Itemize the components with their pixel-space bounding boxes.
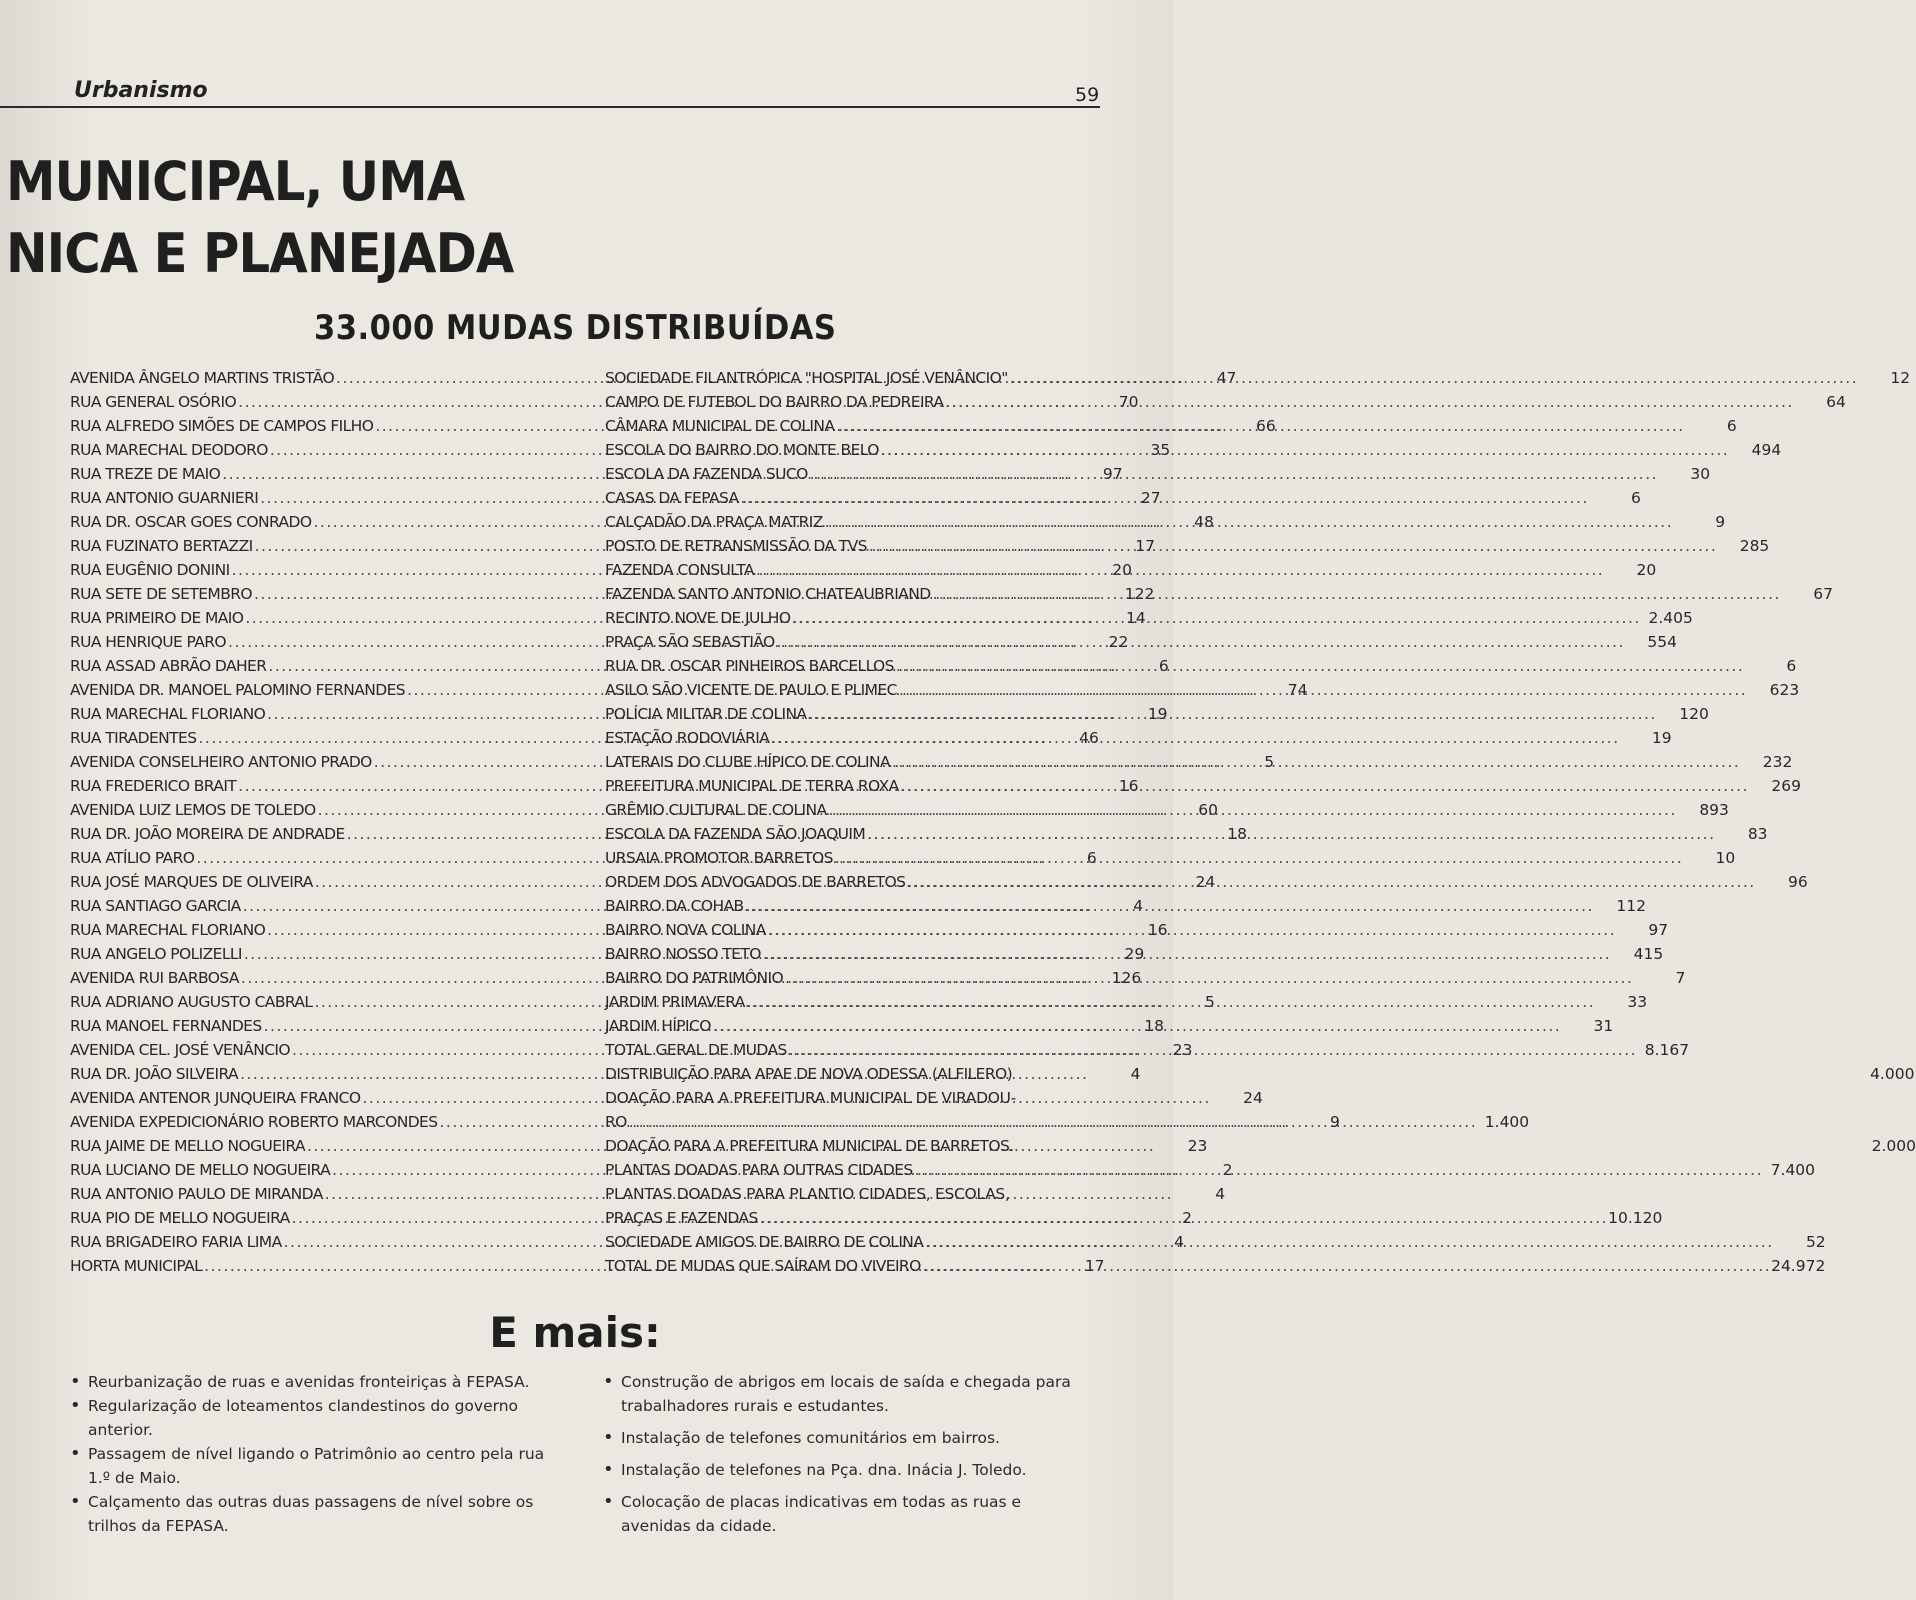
list-row-value: 4.000 [1870,1065,1915,1083]
leader-dots [867,534,1717,558]
list-row-value: 6 [1631,489,1641,507]
leader-dots [745,990,1595,1014]
list-row-value: 12 [1890,369,1911,387]
list-row [605,1158,1816,1182]
list-row-wrap [605,1086,1529,1134]
list-row-name: CALÇADÃO DA PRAÇA MATRIZ [605,513,823,531]
list-row-name: RECINTO NOVE DE JULHO [605,609,791,627]
list-row [605,1062,1915,1086]
list-row-value: 27 [1140,489,1161,507]
list-row-value: 4 [1133,897,1144,915]
list-row-value: 19 [1651,729,1672,747]
header-rule [0,106,1100,108]
list-row-value: 66 [1255,417,1276,435]
bullet-item: • Instalação de telefones na Pça. dna. Inácia J. Toledo. [603,1458,1088,1482]
list-row-name: RUA DR. OSCAR PINHEIROS BARCELLOS [605,657,894,675]
bullet-item: • Passagem de nível ligando o Patrimônio ao centro pela rua 1.º de Maio. [70,1442,550,1490]
list-row-value: 48 [1194,513,1214,531]
leader-dots [865,822,1715,846]
list-row-value: 24 [1243,1089,1263,1107]
bullet-list-left [70,1370,550,1538]
list-row-name: ORDEM DOS ADVOGADOS DE BARRETOS [605,873,906,891]
list-row-name: DISTRIBUIÇÃO PARA APAE DE NOVA ODESSA (ALFILERO) [605,1065,1013,1083]
list-row-name: RUA MARECHAL DEODORO [70,441,268,459]
list-row-value: 31 [1593,1017,1614,1035]
list-row-name: AVENIDA ÂNGELO MARTINS TRISTÃO [70,369,335,387]
list-row-name: RUA ASSAD ABRÃO DAHER [70,657,267,675]
list-row-value: 60 [1198,801,1218,819]
bullet-item: • Colocação de placas indicativas em todas as ruas e avenidas da cidade. [603,1490,1088,1538]
list-row-name: RUA DR. OSCAR GOES CONRADO [70,513,312,531]
list-row-name: CÂMARA MUNICIPAL DE COLINA [605,417,835,435]
list-row-value: 70 [1118,393,1139,411]
list-row-name: RUA PRIMEIRO DE MAIO [70,609,244,627]
list-row-name: ASILO SÃO VICENTE DE PAULO E PLIMEC [605,681,897,699]
list-row-name: RUA JOSÉ MARQUES DE OLIVEIRA [70,873,313,891]
list-row-value: 2.000 [1871,1137,1916,1155]
list-row-name: RUA BRIGADEIRO FARIA LIMA [70,1233,282,1251]
list-row-name: RUA SETE DE SETEMBRO [70,585,252,603]
list-row-name: RUA ALFREDO SIMÕES DE CAMPOS FILHO [70,417,374,435]
list-row [605,846,1736,870]
list-row-value: 24 [1195,873,1216,891]
list-row-name: RUA ADRIANO AUGUSTO CABRAL [70,993,313,1011]
list-row-name: AVENIDA RUI BARBOSA [70,969,239,987]
list-row-value: 893 [1699,801,1729,819]
list-row-name: CASAS DA FEPASA [605,489,739,507]
list-row [605,1182,1663,1230]
bullet-item: • Calçamento das outras duas passagens de nível sobre os trilhos da FEPASA. [70,1490,550,1538]
list-row-value: 64 [1826,393,1846,411]
bullet-item: • Instalação de telefones comunitários em bairros. [603,1426,1088,1450]
leader-dots [744,894,1594,918]
leader-dots [890,750,1740,774]
list-row-value: 285 [1739,537,1770,555]
list-row-value: 2.405 [1648,609,1693,627]
list-row-value: 7 [1675,969,1686,987]
list-row-name: SOCIEDADE FILANTRÓPICA "HOSPITAL JOSÉ VENÂNCIO" [605,369,1008,387]
leader-dots [834,414,1684,438]
list-row-value: 16 [1147,921,1168,939]
list-row-name: GRÊMIO CULTURAL DE COLINA [605,801,827,819]
leader-dots [790,606,1640,630]
list-row-second-line [605,1206,1662,1230]
list-row-value: 6 [1726,417,1737,435]
list-row-name: LATERAIS DO CLUBE HÍPICO DE COLINA [605,753,890,771]
list-row-name: AVENIDA EXPEDICIONÁRIO ROBERTO MARCONDES [70,1113,438,1131]
list-row-name: RUA TREZE DE MAIO [70,465,221,483]
list-row-value: 232 [1762,753,1793,771]
leader-dots [1008,366,1858,390]
list-row-name: PLANTAS DOADAS PARA PLANTIO CIDADES, ESCOLAS, [605,1185,1010,1203]
leader-dots [787,1038,1637,1062]
list-row-name-continued: PRAÇAS E FAZENDAS [605,1209,758,1227]
list-row-second-line [605,1110,1529,1134]
list-row-name: PLANTAS DOADAS PARA OUTRAS CIDADES [605,1161,913,1179]
list-title-text: 33.000 MUDAS DISTRIBUÍDAS [313,308,837,348]
list-row-name: RUA FUZINATO BERTAZZI [70,537,253,555]
list-row [605,894,1646,918]
list-row-name: RUA TIRADENTES [70,729,197,747]
list-row [605,1230,1826,1254]
list-row-name: RUA DR. JOÃO SILVEIRA [70,1065,239,1083]
list-row-value: 1.400 [1484,1113,1530,1131]
list-row-value: 122 [1124,585,1155,603]
list-row-value: 17 [1084,1257,1105,1275]
list-row-name: RUA PIO DE MELLO NOGUEIRA [70,1209,290,1227]
list-row-value: 20 [1112,561,1132,579]
list-row-value: 35 [1150,441,1171,459]
leader-dots [905,870,1755,894]
leader-dots [739,486,1589,510]
list-row-value: 4 [1130,1065,1141,1083]
leader-dots [627,1110,1477,1134]
list-row-name: BAIRRO NOVA COLINA [605,921,766,939]
list-row-value: 23 [1172,1041,1193,1059]
list-row-value: 19 [1147,705,1168,723]
list-row-value: 16 [1118,777,1139,795]
list-row-name: BAIRRO NOSSO TETO [605,945,761,963]
list-row-name: ESCOLA DA FAZENDA SUCO [605,465,808,483]
headline-line-1: MUNICIPAL, UMA [6,150,465,213]
list-row [605,558,1657,582]
list-row-value: 8.167 [1644,1041,1690,1059]
list-row-name: RUA MARECHAL FLORIANO [70,705,266,723]
list-row-value: 10 [1715,849,1736,867]
page-number: 59 [1075,84,1100,106]
list-row-value: 23 [1187,1137,1208,1155]
list-row-name: POLÍCIA MILITAR DE COLINA [605,705,807,723]
list-row-wrap [605,1182,1662,1230]
list-row-name: TOTAL GERAL DE MUDAS [605,1041,787,1059]
list-row-name: DOAÇÃO PARA A PREFEITURA MUNICIPAL DE BARRETOS. [605,1137,1014,1155]
leader-dots [806,702,1656,726]
leader-dots [711,1014,1561,1038]
list-row-value: 10.120 [1608,1209,1663,1227]
list-row-value: 120 [1679,705,1709,723]
list-row-value: 5 [1264,753,1275,771]
list-row-value: 6 [1158,657,1169,675]
list-row-name: URSAIA PROMOTOR BARRETOS [605,849,833,867]
leader-dots [827,798,1677,822]
leader-dots [758,1206,1608,1230]
list-row-value: 269 [1771,777,1802,795]
leader-dots [775,630,1625,654]
list-row-name: AVENIDA CEL. JOSÉ VENÂNCIO [70,1041,290,1059]
leader-dots [931,582,1781,606]
list-row-value: 47 [1216,369,1237,387]
list-row-name: RUA ANTONIO GUARNIERI [70,489,259,507]
leader-dots [808,462,1658,486]
leader-dots [783,966,1633,990]
leader-dots [769,726,1619,750]
leader-dots [899,774,1749,798]
list-row-value: 5 [1204,993,1215,1011]
list-row-name: PREFEITURA MUNICIPAL DE TERRA ROXA [605,777,899,795]
list-row-value: 83 [1747,825,1768,843]
list-row-value: 67 [1813,585,1833,603]
list-row-name: RUA GENERAL OSÓRIO [70,393,237,411]
leader-dots [879,438,1729,462]
list-row-value: 494 [1751,441,1782,459]
list-row-name: RUA HENRIQUE PARO [70,633,227,651]
list-row [605,726,1672,750]
list-row-value: 74 [1287,681,1308,699]
list-row-value: 24.972 [1771,1257,1826,1275]
list-title [0,308,1150,348]
list-row-value: 52 [1805,1233,1826,1251]
list-row-name: FAZENDA SANTO ANTONIO CHATEAUBRIAND [605,585,931,603]
list-row-name: AVENIDA ANTENOR JUNQUEIRA FRANCO [70,1089,361,1107]
list-row-value: 112 [1616,897,1646,915]
list-row-name: RUA ATÍLIO PARO [70,849,195,867]
leader-dots [921,1254,1771,1278]
list-row-value: 18 [1227,825,1248,843]
list-row-name: BAIRRO DO PATRIMÔNIO [605,969,784,987]
list-row-value: 4 [1174,1233,1184,1251]
list-row-value: 415 [1633,945,1664,963]
list-row-name: AVENIDA LUIZ LEMOS DE TOLEDO [70,801,316,819]
section-label: Urbanismo [74,78,208,103]
list-row [70,1110,1340,1134]
leader-dots [833,846,1683,870]
list-row [605,654,1797,678]
list-row-name: HORTA MUNICIPAL [70,1257,203,1275]
list-row-value: 96 [1788,873,1808,891]
list-row-name: PRAÇA SÃO SEBASTIÃO [605,633,775,651]
list-row-name: JARDIM HÍPICO [605,1017,711,1035]
list-row-name: RUA JAIME DE MELLO NOGUEIRA [70,1137,305,1155]
list-row-name: RUA EUGÊNIO DONINI [70,561,230,579]
list-row-value: 97 [1648,921,1669,939]
leader-dots [761,942,1611,966]
list-row-name: ESCOLA DA FAZENDA SÃO JOAQUIM [605,825,866,843]
list-row-name: RUA ANGELO POLIZELLI [70,945,242,963]
list-row-name: FAZENDA CONSULTA [605,561,754,579]
leader-dots [766,918,1616,942]
list-row-value: 2 [1182,1209,1192,1227]
list-row-value: 6 [1086,849,1097,867]
leader-dots [754,558,1604,582]
list-row-name: RUA MANOEL FERNANDES [70,1017,262,1035]
list-row-value: 623 [1769,681,1800,699]
mais-title: E mais: [489,1308,661,1357]
list-row-name: AVENIDA DR. MANOEL PALOMINO FERNANDES [70,681,406,699]
list-row-value: 4 [1215,1185,1226,1203]
list-row-name: RUA DR. JOÃO MOREIRA DE ANDRADE [70,825,345,843]
leader-dots [823,510,1673,534]
list-row-value: 46 [1079,729,1099,747]
list-row-value: 14 [1126,609,1146,627]
list-row [605,750,1793,774]
list-row-name: RUA MARECHAL FLORIANO [70,921,266,939]
list-row-name: RUA SANTIAGO GARCIA [70,897,241,915]
bullet-item: • Regularização de loteamentos clandestinos do governo anterior. [70,1394,550,1442]
list-row-value: 9 [1715,513,1726,531]
list-row-value: 6 [1786,657,1797,675]
list-row-value: 30 [1690,465,1711,483]
list-row-value: 20 [1636,561,1657,579]
list-row-name: BAIRRO DA COHAB [605,897,744,915]
leader-dots [897,678,1747,702]
bullet-item: • Construção de abrigos em locais de saída e chegada para trabalhadores rurais e estudantes. [603,1370,1088,1418]
list-row-value: 7.400 [1770,1161,1816,1179]
list-row-name: POSTO DE RETRANSMISSÃO DA TVS [605,537,867,555]
list-row-name: CAMPO DE FUTEBOL DO BAIRRO DA PEDREIRA [605,393,944,411]
list-row-name: ESCOLA DO BAIRRO DO MONTE BELO [605,441,879,459]
list-row [605,990,1648,1014]
list-row-name: RUA LUCIANO DE MELLO NOGUEIRA [70,1161,331,1179]
list-row-name: RUA ANTONIO PAULO DE MIRANDA [70,1185,323,1203]
leader-dots [923,1230,1773,1254]
list-row-name: ESTAÇÃO RODOVIÁRIA [605,729,770,747]
list-row-name: DOAÇÃO PARA A PREFEITURA MUNICIPAL DE VIRADOU- [605,1089,1016,1107]
headline-line-2: NICA E PLANEJADA [6,222,514,285]
list-row-value: 22 [1108,633,1129,651]
list-row-value: 554 [1647,633,1678,651]
bullet-item: • Reurbanização de ruas e avenidas fronteiriças à FEPASA. [70,1370,550,1394]
list-row-value: 33 [1627,993,1648,1011]
list-row-name: AVENIDA CONSELHEIRO ANTONIO PRADO [70,753,372,771]
list-row-name: TOTAL DE MUDAS QUE SAÍRAM DO VIVEIRO [605,1257,921,1275]
list-row-value: 9 [1329,1113,1340,1131]
list-row-name: JARDIM PRIMAVERA [605,993,745,1011]
list-row-name: RUA FREDERICO BRAIT [70,777,237,795]
leader-dots [894,654,1744,678]
list-row-value: 97 [1102,465,1123,483]
list-row-value: 126 [1111,969,1142,987]
list-row-value: 29 [1124,945,1145,963]
bullet-list-right [603,1370,1088,1546]
list-row-value: 18 [1144,1017,1164,1035]
list-row-name: SOCIEDADE AMIGOS DE BAIRRO DE COLINA [605,1233,924,1251]
list-row-name-continued: RO [605,1113,627,1131]
leader-dots [913,1158,1763,1182]
list-row-value: 17 [1135,537,1155,555]
leader-dots [943,390,1793,414]
list-row-value: 2 [1222,1161,1233,1179]
